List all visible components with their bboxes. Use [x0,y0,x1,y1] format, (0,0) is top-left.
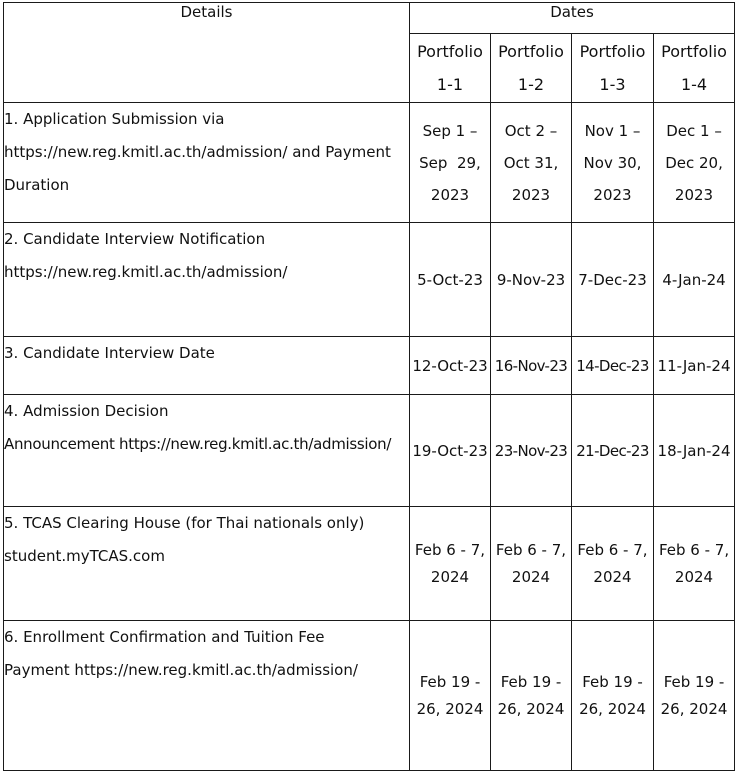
date-line: Feb 6 - 7, [658,540,730,559]
date-line: 11-Jan-24 [657,356,731,375]
portfolio-1-3-header [572,34,654,103]
portfolio-1-2-header [491,34,572,103]
detail-line: 5. TCAS Clearing House (for Thai nationals only) [4,514,365,532]
portfolio-number: 1-3 [599,75,626,94]
date-cell [572,395,654,507]
detail-cell [4,103,410,223]
date-cell [410,337,491,395]
date-line: 5-Oct-23 [417,270,483,289]
date-line: Feb 6 - 7, [414,540,486,559]
date-cell [410,103,491,223]
date-cell [410,507,491,621]
date-line: 2024 [511,567,551,586]
date-line: 21-Dec-23 [576,441,649,460]
date-line: 23-Nov-23 [494,441,568,460]
detail-line: 2. Candidate Interview Notification [4,230,266,248]
detail-line: https://new.reg.kmitl.ac.th/admission/ [4,263,288,281]
date-line: Sep 29, [419,153,481,172]
table-row [4,507,735,621]
table-row [4,223,735,337]
date-cell [654,621,735,771]
table-row [4,337,735,395]
date-cell [572,507,654,621]
detail-cell [4,621,410,771]
detail-cell [4,507,410,621]
detail-cell [4,337,410,395]
detail-cell [4,395,410,507]
date-line: 16-Nov-23 [494,356,568,375]
date-line: 12-Oct-23 [412,356,488,375]
date-line: Nov 1 – [584,121,641,140]
date-line: 2023 [511,185,551,204]
detail-line: 3. Candidate Interview Date [4,344,215,362]
date-line: 14-Dec-23 [576,356,649,375]
date-line: Feb 6 - 7, [495,540,567,559]
date-line: Sep 1 – [422,121,478,140]
date-cell [491,337,572,395]
portfolio-1-1-header [410,34,491,103]
portfolio-number: 1-4 [680,75,708,94]
portfolio-label: Portfolio [661,42,727,61]
date-line: Dec 1 – [666,121,722,140]
portfolio-1-4-header [654,34,735,103]
date-cell [572,223,654,337]
date-cell [654,103,735,223]
detail-line: 6. Enrollment Confirmation and Tuition Fee [4,628,325,646]
date-line: Feb 19 - [419,672,481,691]
date-cell [491,507,572,621]
portfolio-label: Portfolio [498,42,564,61]
date-line: 2023 [674,185,714,204]
date-cell [654,395,735,507]
date-line: Nov 30, [583,153,642,172]
date-cell [572,621,654,771]
date-line: Feb 19 - [500,672,562,691]
date-cell [572,337,654,395]
date-cell [572,103,654,223]
date-cell [491,223,572,337]
date-cell [654,337,735,395]
date-line: 9-Nov-23 [496,270,566,289]
date-line: 2024 [430,567,470,586]
date-line: 2024 [674,567,714,586]
date-line: 26, 2024 [416,699,484,718]
date-line: 26, 2024 [660,699,728,718]
date-line: Oct 2 – [504,121,558,140]
date-line: 26, 2024 [497,699,565,718]
portfolio-label: Portfolio [417,42,483,61]
detail-line: Announcement https://new.reg.kmitl.ac.th/admission/ [4,435,392,453]
detail-line: Duration [4,176,70,194]
admission-schedule-table [3,2,735,771]
date-cell [654,223,735,337]
date-cell [491,395,572,507]
date-cell [491,621,572,771]
table-row [4,621,735,771]
date-line: Feb 19 - [663,672,725,691]
portfolio-number: 1-1 [436,75,464,94]
detail-line: student.myTCAS.com [4,547,165,565]
date-cell [654,507,735,621]
detail-line: https://new.reg.kmitl.ac.th/admission/ and Payment [4,143,391,161]
date-line: 2023 [430,185,470,204]
detail-cell [4,223,410,337]
date-line: 19-Oct-23 [412,441,488,460]
details-header: Details [4,3,410,103]
portfolio-number: 1-2 [517,75,545,94]
date-line: 2023 [593,185,632,204]
date-line: Oct 31, [503,153,559,172]
header-row [4,3,735,34]
date-cell [410,621,491,771]
detail-line: Payment https://new.reg.kmitl.ac.th/admission/ [4,661,358,679]
date-line: Dec 20, [665,153,723,172]
date-cell [491,103,572,223]
table-row [4,395,735,507]
date-line: 7-Dec-23 [578,270,647,289]
date-line: Feb 19 - [582,672,643,691]
date-cell [410,395,491,507]
dates-header: Dates [410,3,735,34]
date-cell [410,223,491,337]
detail-line: 4. Admission Decision [4,402,169,420]
date-line: 26, 2024 [579,699,646,718]
portfolio-label: Portfolio [579,42,646,61]
date-line: Feb 6 - 7, [577,540,648,559]
date-line: 2024 [593,567,632,586]
date-line: 18-Jan-24 [657,441,731,460]
table-row [4,103,735,223]
date-line: 4-Jan-24 [662,270,726,289]
detail-line: 1. Application Submission via [4,110,225,128]
